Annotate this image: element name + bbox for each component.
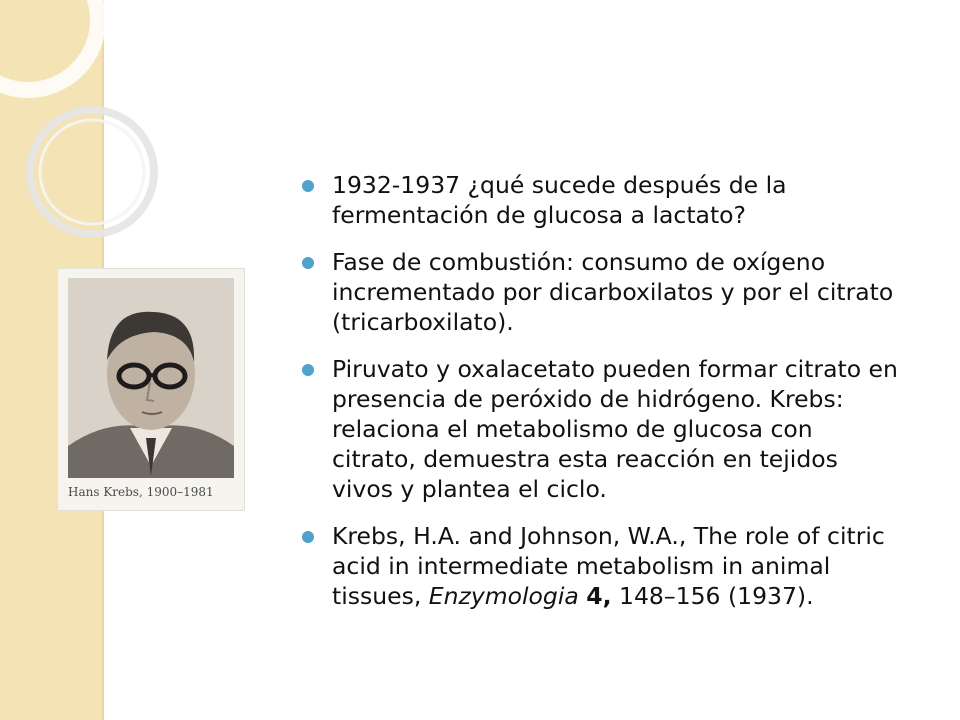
bullet-text: Piruvato y oxalacetato pueden formar citrato en presencia de peróxido de hidrógeno. Krebs: relaciona el metabolismo de glucosa con citrato, demuestra esta reacción en tejidos vivos y plantea el ciclo. (332, 355, 898, 503)
portrait-card (57, 268, 245, 511)
bullet-item (302, 170, 902, 230)
bullet-list (302, 170, 902, 628)
reference-prefix: Krebs, H.A. and Johnson, W.A., The role of citric acid in intermediate metabolism in animal tissues, (332, 522, 885, 610)
bullet-item (302, 354, 902, 504)
bullet-item-reference (302, 521, 902, 611)
bullet-dot-icon (302, 531, 314, 543)
reference-journal: Enzymologia (428, 582, 579, 610)
bullet-dot-icon (302, 180, 314, 192)
portrait-caption: Hans Krebs, 1900–1981 (68, 485, 214, 499)
bullet-item (302, 247, 902, 337)
reference-volume: 4, (586, 582, 612, 610)
bullet-text: Fase de combustión: consumo de oxígeno incrementado por dicarboxilatos y por el citrato (tricarboxilato). (332, 248, 894, 336)
bullet-dot-icon (302, 364, 314, 376)
bullet-dot-icon (302, 257, 314, 269)
portrait-illustration (68, 278, 234, 478)
bullet-text: 1932-1937 ¿qué sucede después de la fermentación de glucosa a lactato? (332, 171, 787, 229)
deco-circle-inner (40, 120, 144, 224)
reference-suffix: 148–156 (1937). (611, 582, 814, 610)
portrait-photo (68, 278, 234, 478)
deco-circle-middle (30, 110, 154, 234)
deco-circle-top (0, 0, 98, 90)
